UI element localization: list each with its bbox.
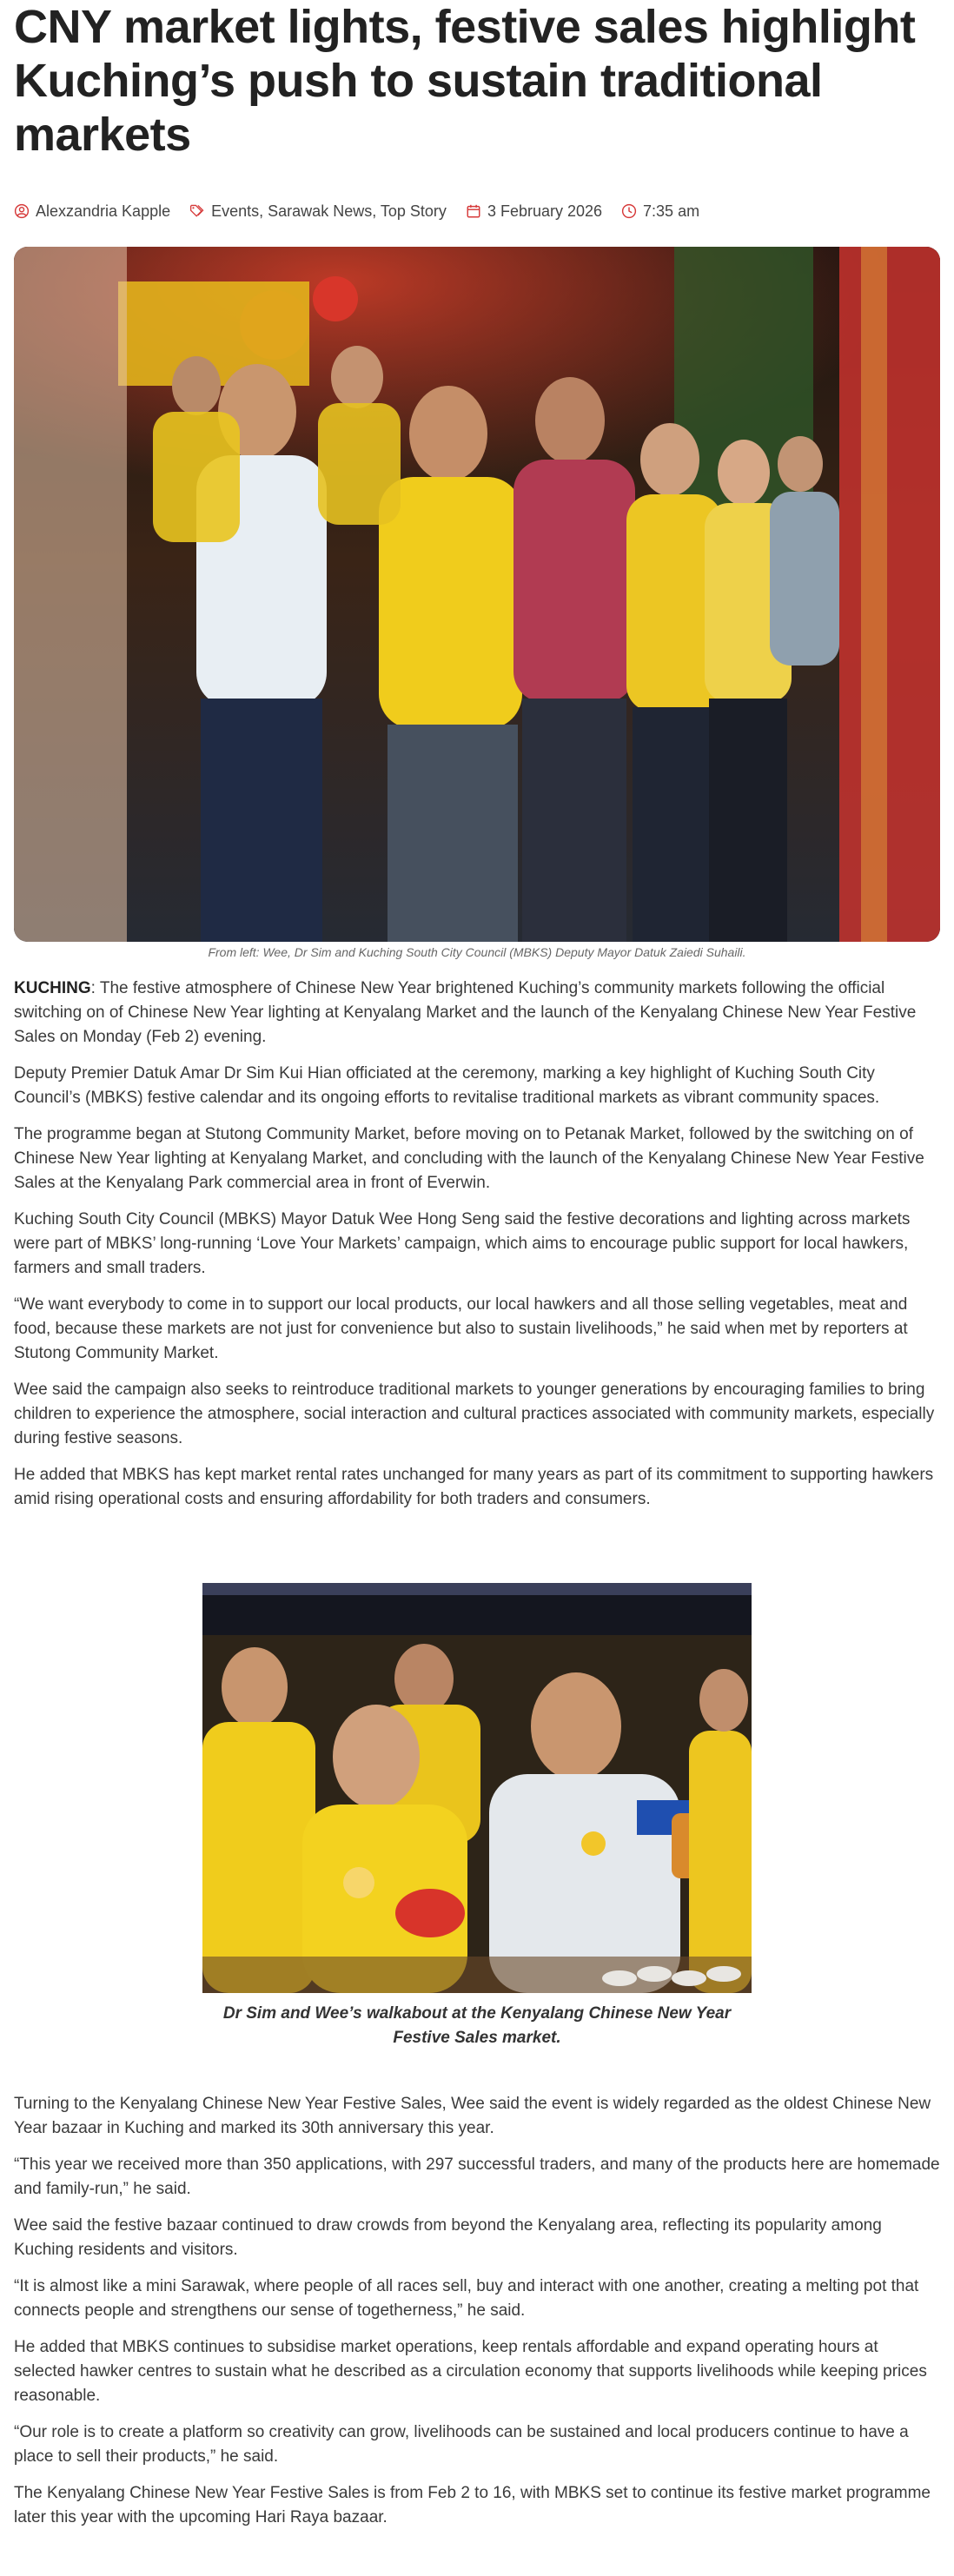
article-paragraph-2: Deputy Premier Datuk Amar Dr Sim Kui Hian officiated at the ceremony, marking a key highlight of Kuching South City Council’s (MBKS) festive calendar and its ongoing efforts to revitalise traditional markets as vibrant community spaces. [14, 1064, 880, 1107]
author-meta[interactable] [14, 202, 170, 221]
category-link-events[interactable]: Events [211, 202, 260, 220]
category-link-sarawak-news[interactable]: Sarawak News [268, 202, 373, 220]
article-paragraph-11: “It is almost like a mini Sarawak, where people of all races sell, buy and interact with one another, creating a melting pot that connects people and strengthens our sense of togetherness,” he said. [14, 2277, 919, 2320]
user-icon [14, 203, 30, 219]
publish-time: 7:35 am [643, 202, 700, 220]
article-paragraph-6: Wee said the campaign also seeks to reintroduce traditional markets to younger generations by encouraging families to bring children to experience the atmosphere, social interaction and cultural practices associated with community markets, especially during festive seasons. [14, 1381, 935, 1447]
hero-photo-illustration [14, 247, 940, 942]
category-link-top-story[interactable]: Top Story [380, 202, 447, 220]
article-paragraph-12: He added that MBKS continues to subsidise market operations, keep rentals affordable and expand operating hours at selected hawker centres to sustain what he described as a circulation economy that supports livelihoods while keeping prices reasonable. [14, 2338, 927, 2405]
walkabout-photo [202, 1583, 752, 1993]
hero-caption: From left: Wee, Dr Sim and Kuching South City Council (MBKS) Deputy Mayor Datuk Zaiedi Suhaili. [208, 945, 746, 959]
article-paragraph-1 [14, 977, 940, 1050]
date-meta [466, 202, 602, 221]
walkabout-caption: Dr Sim and Wee’s walkabout at the Kenyalang Chinese New Year Festive Sales market. [222, 2004, 732, 2047]
article-paragraph-14: The Kenyalang Chinese New Year Festive Sales is from Feb 2 to 16, with MBKS set to continue its festive market programme later this year with the upcoming Hari Raya bazaar. [14, 2484, 931, 2526]
time-meta [621, 202, 699, 221]
article-paragraph-13: “Our role is to create a platform so creativity can grow, livelihoods can be sustained and local producers continue to have a place to sell their products,” he said. [14, 2423, 909, 2466]
article-paragraph-8: Turning to the Kenyalang Chinese New Year Festive Sales, Wee said the event is widely regarded as the oldest Chinese New Year bazaar in Kuching and marked its 30th anniversary this year. [14, 2095, 931, 2137]
publish-date: 3 February 2026 [487, 202, 603, 220]
article-paragraph-4: Kuching South City Council (MBKS) Mayor Datuk Wee Hong Seng said the festive decorations and lighting across markets were part of MBKS’ long-running ‘Love Your Markets’ campaign, which aims to encourage public support for local hawkers, farmers and small traders. [14, 1210, 911, 1277]
walkabout-photo-illustration [202, 1583, 752, 1993]
clock-icon [621, 203, 637, 219]
article-paragraph-3: The programme began at Stutong Community Market, before moving on to Petanak Market, followed by the switching on of Chinese New Year lighting at Kenyalang Market, and concluding with the launch of the Kenyalang Chinese New Year Festive Sales at the Kenyalang Park commercial area in front of Everwin. [14, 1125, 924, 1192]
article-paragraph-10: Wee said the festive bazaar continued to draw crowds from beyond the Kenyalang area, reflecting its popularity among Kuching residents and visitors. [14, 2216, 882, 2259]
article-paragraph-9: “This year we received more than 350 applications, with 297 successful traders, and many of the products here are homemade and family-run,” he said. [14, 2155, 940, 2198]
article-title: CNY market lights, festive sales highlight Kuching’s push to sustain traditional markets [14, 1, 916, 161]
article-paragraph-5: “We want everybody to come in to support our local products, our local hawkers and all those selling vegetables, meat and food, because these markets are not just for convenience but also to sustain livelihoods,” he said when met by reporters at Stutong Community Market. [14, 1295, 908, 1362]
article-meta [14, 200, 699, 222]
categories-meta: Events, Sarawak News, Top Story [189, 202, 447, 221]
calendar-icon [466, 203, 481, 219]
dateline: KUCHING [14, 979, 91, 997]
article-paragraph-1-text: : The festive atmosphere of Chinese New Year brightened Kuching’s community markets following the official switching on of Chinese New Year lighting at Kenyalang Market and the launch of the Kenyalang Chinese New Year Festive Sales on Monday (Feb 2) evening. [14, 979, 917, 1046]
author-link[interactable]: Alexzandria Kapple [36, 202, 171, 220]
article-paragraph-7: He added that MBKS has kept market rental rates unchanged for many years as part of its commitment to supporting hawkers amid rising operational costs and ensuring affordability for both traders and consumers. [14, 1466, 934, 1508]
tag-icon [189, 203, 205, 219]
hero-photo [14, 247, 940, 942]
